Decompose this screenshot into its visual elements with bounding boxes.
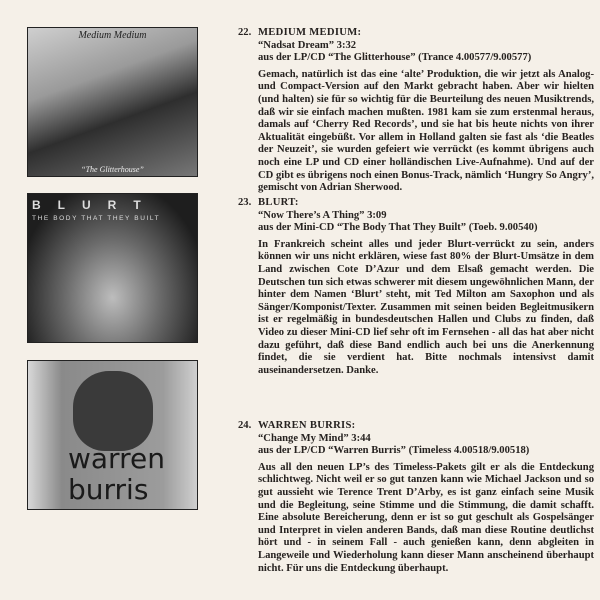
album-cover-warren-burris: [27, 360, 198, 510]
track-number: 23.: [238, 197, 252, 208]
track-notes-column: [238, 27, 594, 575]
track-title: “Nadsat Dream” 3:32: [258, 39, 357, 51]
track-source: aus der LP/CD “Warren Burris” (Timeless 4.00518/9.00518): [258, 445, 530, 457]
track-number: 24.: [238, 420, 252, 431]
track-description: Gemach, natürlich ist das eine ‘alte’ Produktion, die wir jetzt als Analog- und Compact-Version auf den Markt gebracht haben. Aber wir hielten (und halten) sie für so wichtig für die Beurteilung des neuen Musiktrends, daß wir sie einfach machen mußten. 1981 kam sie zum erstenmal heraus, damals auf ‘Cherry Red Records’, und sie hat bis heute nichts von ihrer Aktualität eingebüßt. Vor allem in Holland galten sie fast als ‘die Beatles der Neuzeit’, sie wurden gefeiert wie verrückt (es kommt übrigens auch noch eine LP und CD einer holländischen Live-Aufnahme). Und auf der CD gibt es übrigens noch einen Bonus-Track, nämlich ‘Hungry So Angry’, gemischt von Adrian Sherwood.: [258, 68, 594, 194]
track-number: 22.: [238, 27, 252, 38]
track-entry-23: [238, 197, 594, 420]
cover-subtitle: “The Glitterhouse”: [81, 165, 144, 174]
artist-name: MEDIUM MEDIUM:: [258, 27, 362, 38]
cover-title: warren burris: [68, 442, 165, 506]
artist-name: WARREN BURRIS:: [258, 420, 356, 431]
cover-title: BLURT: [32, 198, 158, 212]
album-cover-medium-medium: [27, 27, 198, 177]
track-description: In Frankreich scheint alles und jeder Blurt-verrückt zu sein, anders können wir uns nicht erklären, wiese fast 80% der Blurt-Umsätze in dem Land zwischen Cote D’Azur und dem Elsaß gemacht werden. Die Deutschen tun sich etwas schwerer mit diesem ungewöhnlichen Mann, der hinter dem Namen ‘Blurt’ steht, mit Ted Milton am Saxophon und als Sänger/Komponist/Texter. Zusammen mit seinen beiden Begleitmusikern ist er regelmäßig in bundesdeutschen Hallen und Clubs zu finden, daß Video zu dieser Mini-CD lief sehr oft im Fernsehen - all das hat aber nicht dazu geführt, daß diese Band endlich auch bei uns die Anerkennung findet, die sie verdient hat. Bitte nochmals intensivst damit auseinandersetzen. Danke.: [258, 238, 594, 376]
track-description: Aus all den neuen LP’s des Timeless-Pakets gilt er als die Entdeckung schlichtweg. Nicht weil er so gut tanzen kann wie Michael Jackson und so gut aussieht wie Terence Trent D’Arby, es ist ganz einfach seine Musik und die Begleitung, seine Stimme und die Stimmung, die damit schafft. Eine absolute Bereicherung, denn er ist so gut geschult als Gospelsänger und Interpret in vielen anderen Bands, daß man diese Routine deutlichst hört und - in seinem Fall - auch genießen kann, denn abgleiten in Langeweile und Wiederholung kann dieser Mann anscheinend überhaupt nicht. Für uns die Entdeckung überhaupt.: [258, 461, 594, 574]
track-entry-22: [238, 27, 594, 197]
portrait-photo: [73, 371, 153, 451]
cover-subtitle: THE BODY THAT THEY BUILT: [32, 215, 161, 222]
track-title: “Change My Mind” 3:44: [258, 432, 371, 444]
track-entry-24: [238, 420, 594, 575]
artist-name: BLURT:: [258, 197, 299, 208]
track-source: aus der LP/CD “The Glitterhouse” (Trance 4.00577/9.00577): [258, 52, 532, 64]
album-cover-blurt: [27, 193, 198, 343]
track-source: aus der Mini-CD “The Body That They Built” (Toeb. 9.00540): [258, 222, 538, 234]
track-title: “Now There’s A Thing” 3:09: [258, 209, 387, 221]
cover-title: Medium Medium: [78, 30, 147, 41]
